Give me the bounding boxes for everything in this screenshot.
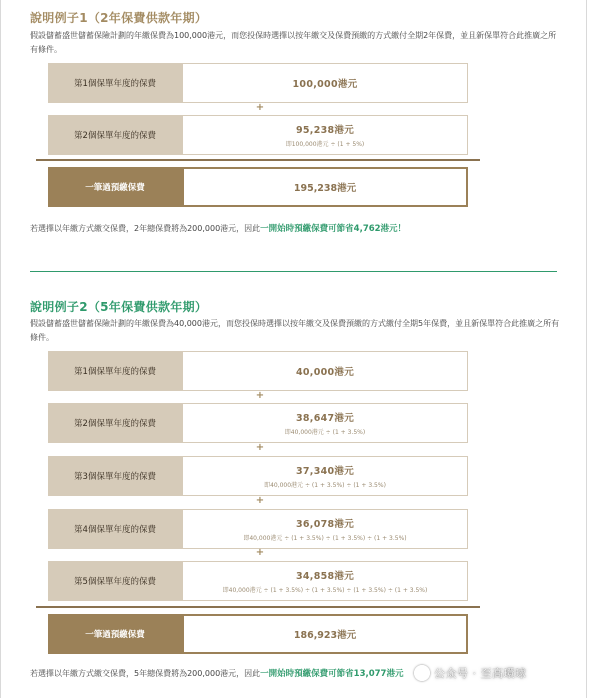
row-value — [182, 351, 468, 391]
row-value — [182, 456, 468, 496]
wechat-logo-icon — [414, 665, 430, 681]
example2-row-year5 — [48, 561, 468, 601]
row-amount: 100,000港元 — [292, 79, 358, 90]
example2-title: 說明例子2（5年保費供款年期） — [30, 300, 208, 314]
total-label: 一筆過預繳保費 — [48, 167, 182, 207]
section-divider — [30, 271, 557, 272]
row-label: 第2個保單年度的保費 — [48, 403, 182, 443]
plus-sign: + — [255, 442, 265, 453]
summary-highlight: 一開始時預繳保費可節省13,077港元 — [260, 669, 404, 679]
row-label: 第1個保單年度的保費 — [48, 351, 182, 391]
plus-sign: + — [255, 495, 265, 506]
example1-row-year1 — [48, 63, 468, 103]
left-border — [0, 0, 1, 698]
row-amount: 95,238港元 — [295, 125, 355, 136]
row-formula: 即100,000港元 ÷ (1 + 5%) — [285, 141, 365, 148]
summary-text: 若選擇以年繳方式繳交保費，2年總保費將為200,000港元，因此 — [30, 224, 261, 233]
row-formula: 即40,000港元 ÷ (1 + 3.5%) ÷ (1 + 3.5%) — [264, 482, 386, 489]
plus-sign: + — [255, 390, 265, 401]
row-amount: 36,078港元 — [295, 519, 355, 530]
example2-summary — [30, 667, 403, 679]
watermark-text: 公众号 · 至高環球 — [434, 667, 527, 680]
row-amount: 37,340港元 — [295, 466, 355, 477]
row-amount: 38,647港元 — [295, 413, 355, 424]
example2-description: 假設儲蓄盛世儲蓄保險計劃的年繳保費為40,000港元，而您投保時選擇以按年繳交及保費預繳的方式繳付全期5年保費，並且新保單符合此推廣之所有條件。 — [30, 319, 560, 342]
example2-row-year3 — [48, 456, 468, 496]
example2-total-row — [48, 614, 468, 654]
example2-row-year1 — [48, 351, 468, 391]
row-label: 第4個保單年度的保費 — [48, 509, 182, 549]
example2-row-year2 — [48, 403, 468, 443]
row-formula: 即40,000港元 ÷ (1 + 3.5%) ÷ (1 + 3.5%) ÷ (1 + 3.5%) ÷ (1 + 3.5%) — [222, 587, 428, 594]
row-amount: 40,000港元 — [295, 367, 355, 378]
plus-sign: + — [255, 102, 265, 113]
right-border — [586, 0, 587, 698]
watermark — [414, 662, 527, 684]
total-amount: 186,923港元 — [182, 614, 468, 654]
total-label: 一筆過預繳保費 — [48, 614, 182, 654]
row-formula: 即40,000港元 ÷ (1 + 3.5%) ÷ (1 + 3.5%) ÷ (1 + 3.5%) — [243, 535, 407, 542]
example1-total-row — [48, 167, 468, 207]
example1-summary — [30, 222, 406, 234]
row-value — [182, 115, 468, 155]
summary-text: 若選擇以年繳方式繳交保費，5年總保費將為200,000港元，因此 — [30, 669, 261, 678]
row-label: 第1個保單年度的保費 — [48, 63, 182, 103]
example2-sum-rule — [36, 606, 480, 608]
example1-title: 說明例子1（2年保費供款年期） — [30, 11, 208, 25]
total-amount: 195,238港元 — [182, 167, 468, 207]
example1-description: 假設儲蓄盛世儲蓄保險計劃的年繳保費為100,000港元，而您投保時選擇以按年繳交及保費預繳的方式繳付全期2年保費，並且新保單符合此推廣之所有條件。 — [30, 31, 557, 54]
example1-row-year2 — [48, 115, 468, 155]
row-label: 第3個保單年度的保費 — [48, 456, 182, 496]
row-label: 第5個保單年度的保費 — [48, 561, 182, 601]
summary-highlight: 一開始時預繳保費可節省4,762港元！ — [260, 224, 407, 234]
example1-sum-rule — [36, 159, 480, 161]
row-value — [182, 403, 468, 443]
row-value — [182, 561, 468, 601]
plus-sign: + — [255, 547, 265, 558]
row-value — [182, 63, 468, 103]
row-formula: 即40,000港元 ÷ (1 + 3.5%) — [284, 429, 366, 436]
row-label: 第2個保單年度的保費 — [48, 115, 182, 155]
example2-row-year4 — [48, 509, 468, 549]
row-value — [182, 509, 468, 549]
row-amount: 34,858港元 — [295, 571, 355, 582]
